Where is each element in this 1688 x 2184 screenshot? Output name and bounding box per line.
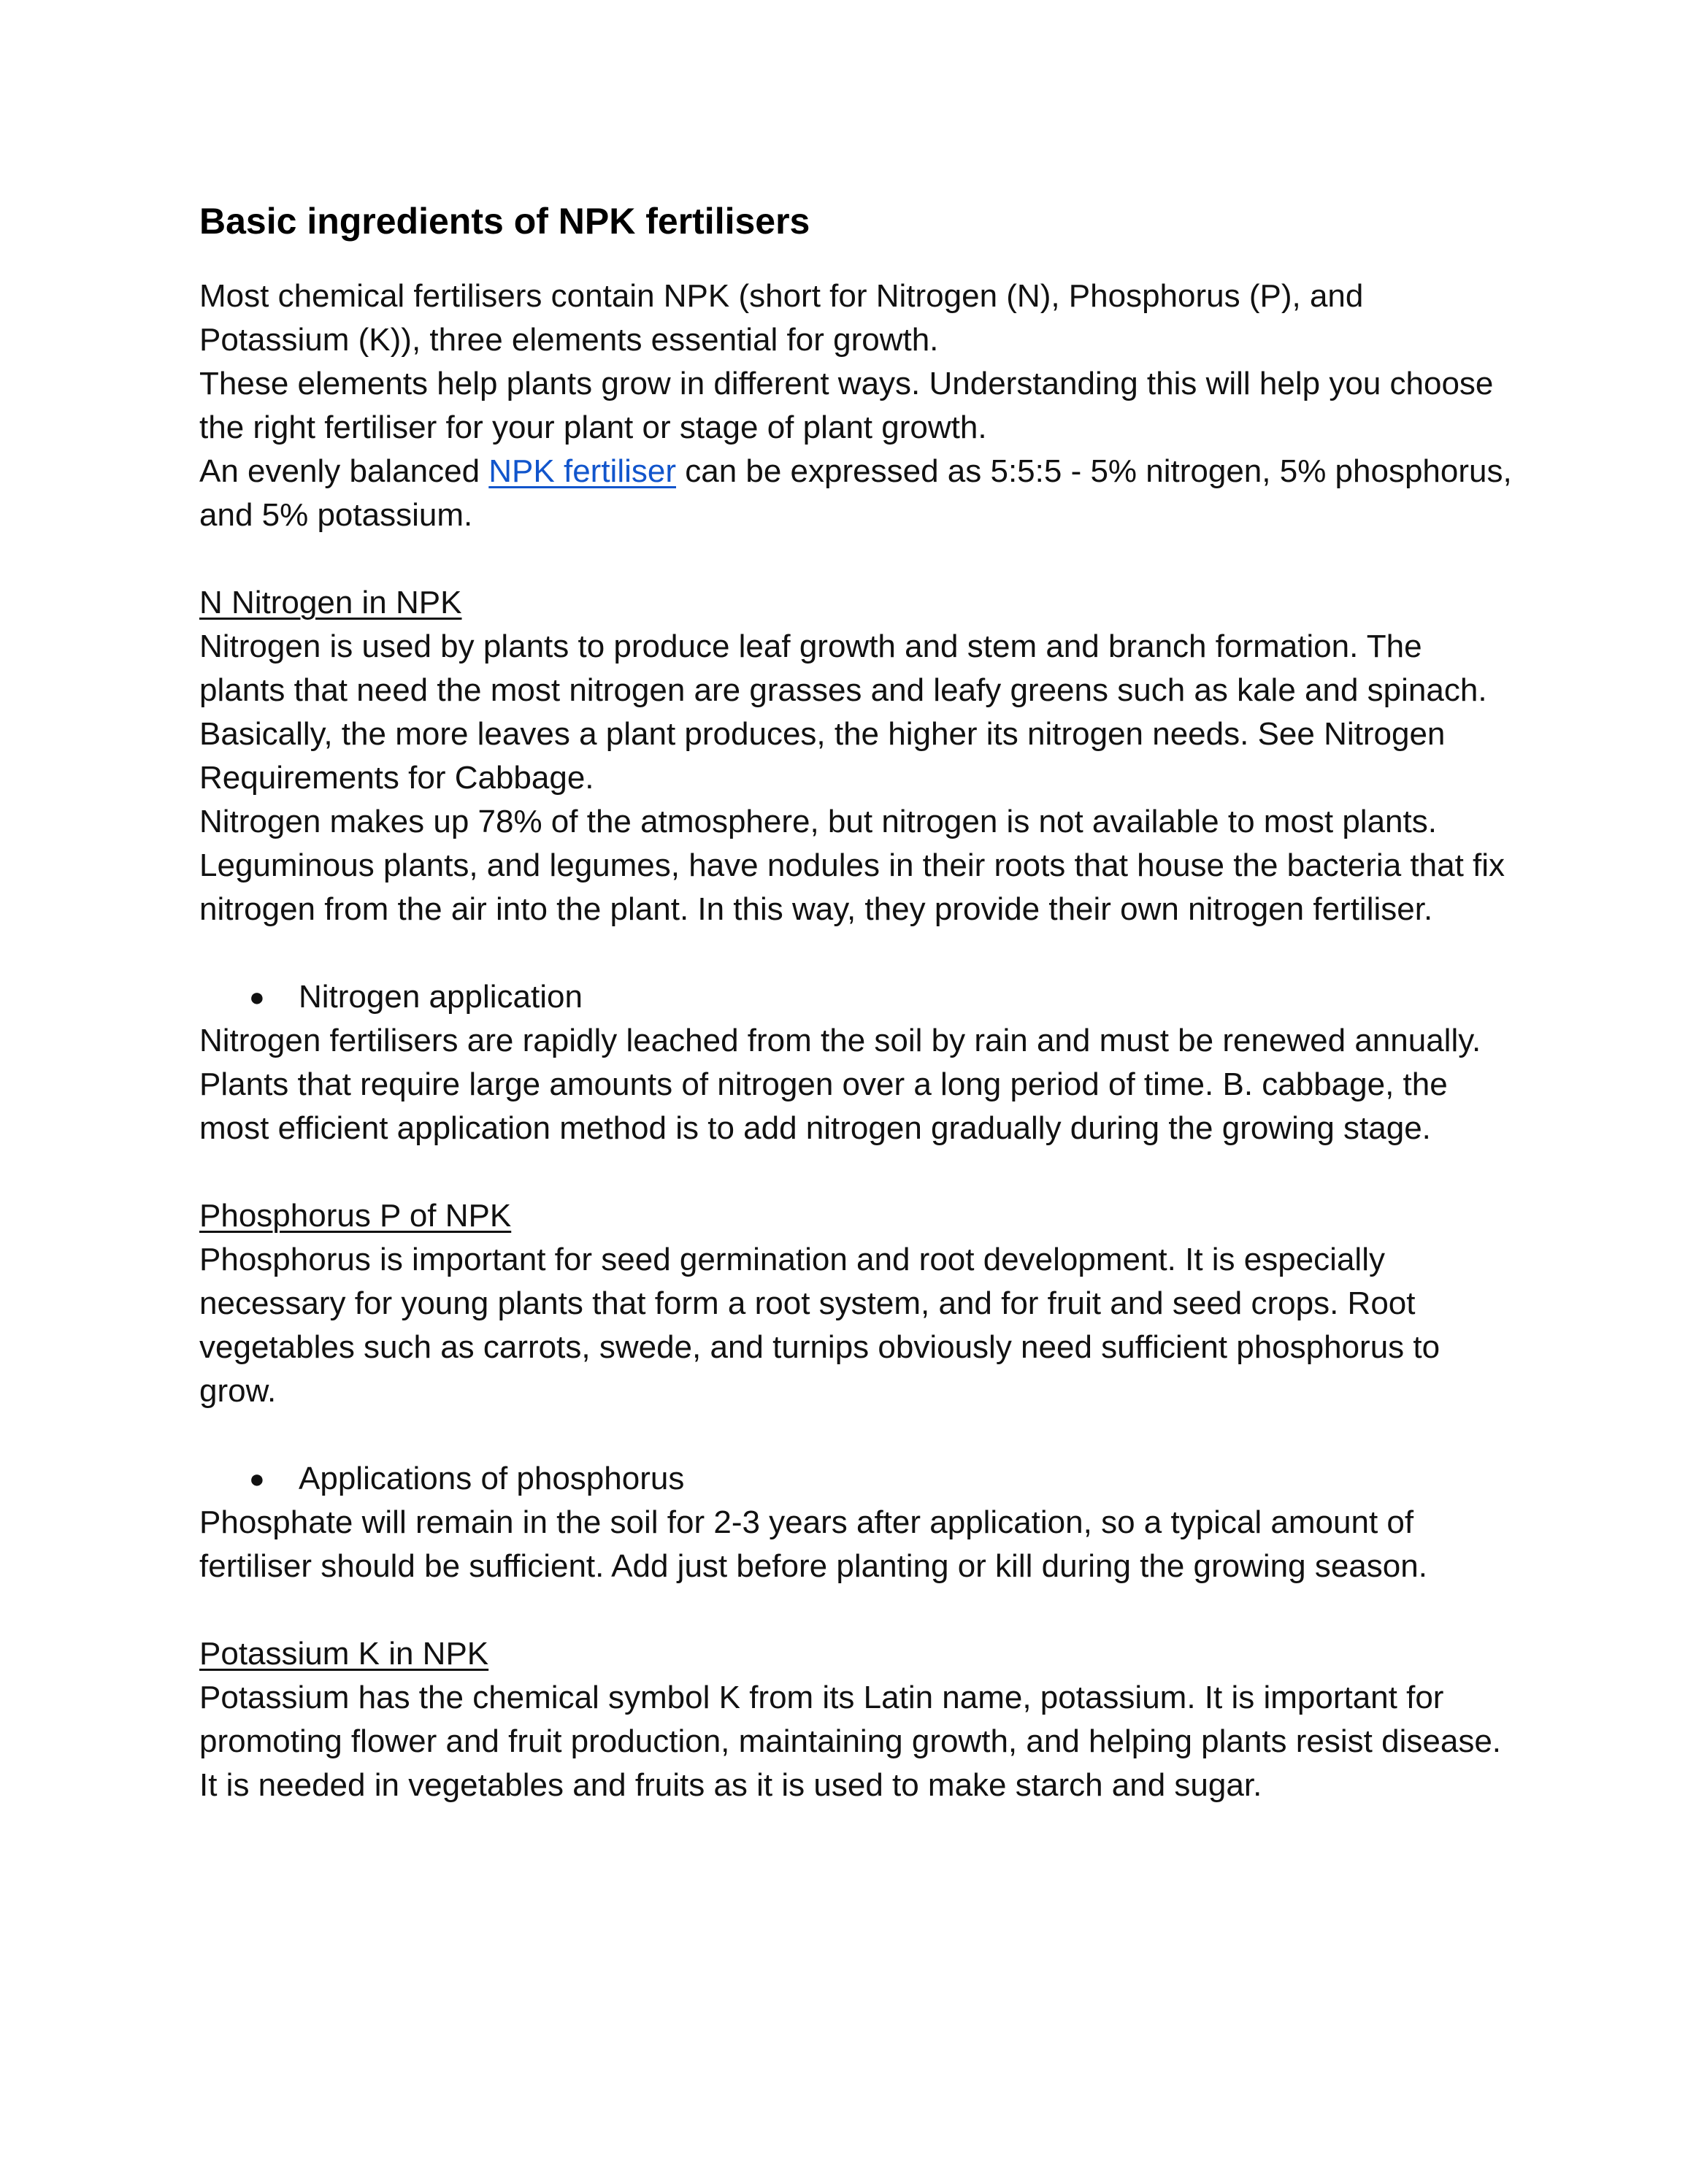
- phosphorus-paragraph-1: Phosphorus is important for seed germination and root development. It is especially necessary for young plants that form a root system, and for fruit and seed crops. Root vegetables such as carrots, swede, and turnips obviously need sufficient phosphorus to grow.: [199, 1242, 1440, 1409]
- intro-paragraph-2: These elements help plants grow in different ways. Understanding this will help you choose the right fertiliser for your plant or stage of plant growth.: [199, 366, 1494, 445]
- list-item: [199, 1457, 1514, 1501]
- intro-paragraph-3: [199, 450, 1514, 537]
- spacer: [199, 537, 1514, 581]
- bullet-icon: ●: [249, 1464, 265, 1493]
- nitrogen-heading: N Nitrogen in NPK: [199, 585, 462, 620]
- document-page: [199, 182, 1514, 1807]
- intro-text-before-link: An evenly balanced: [199, 453, 489, 489]
- spacer: [199, 1150, 1514, 1194]
- intro-section: [199, 274, 1514, 1807]
- bullet-icon: ●: [249, 982, 265, 1012]
- intro-paragraph-1: Most chemical fertilisers contain NPK (short for Nitrogen (N), Phosphorus (P), and Potassium (K)), three elements essential for growth.: [199, 278, 1364, 358]
- spacer: [199, 1588, 1514, 1632]
- page-title: Basic ingredients of NPK fertilisers: [199, 201, 810, 242]
- nitrogen-bullet-list: [199, 975, 1514, 1019]
- phosphorus-heading: Phosphorus P of NPK: [199, 1198, 512, 1234]
- nitrogen-paragraph-2: Nitrogen makes up 78% of the atmosphere, but nitrogen is not available to most plants. Leguminous plants, and legumes, have nodules in their roots that house the bacteria that fix nitrogen from the air into the plant. In this way, they provide their own nitrogen fertiliser.: [199, 804, 1505, 927]
- phosphorus-bullet-list: [199, 1457, 1514, 1501]
- list-item: [199, 975, 1514, 1019]
- phosphorus-bullet-text: Applications of phosphorus: [299, 1461, 685, 1496]
- phosphorus-paragraph-2: Phosphate will remain in the soil for 2-3 years after application, so a typical amount of fertiliser should be sufficient. Add just before planting or kill during the growing season.: [199, 1504, 1427, 1584]
- spacer: [199, 931, 1514, 975]
- nitrogen-paragraph-1: Nitrogen is used by plants to produce leaf growth and stem and branch formation. The plants that need the most nitrogen are grasses and leafy greens such as kale and spinach. Basically, the more leaves a plant produces, the higher its nitrogen needs. See Nitrogen Requirements for Cabbage.: [199, 628, 1487, 796]
- nitrogen-bullet-text: Nitrogen application: [299, 979, 583, 1015]
- potassium-paragraph-1: Potassium has the chemical symbol K from its Latin name, potassium. It is important for promoting flower and fruit production, maintaining growth, and helping plants resist disease. It is needed in vegetables and fruits as it is used to make starch and sugar.: [199, 1680, 1502, 1803]
- spacer: [199, 1413, 1514, 1457]
- npk-fertiliser-link[interactable]: NPK fertiliser: [488, 453, 676, 489]
- intro-text-after-link: can be expressed as 5:5:5 - 5% nitrogen, 5% phosphorus, and 5% potassium.: [199, 453, 1512, 533]
- potassium-heading: Potassium K in NPK: [199, 1636, 489, 1672]
- nitrogen-paragraph-3: Nitrogen fertilisers are rapidly leached from the soil by rain and must be renewed annually. Plants that require large amounts of nitrogen over a long period of time. B. cabbage, the most efficient application method is to add nitrogen gradually during the growing stage.: [199, 1023, 1481, 1146]
